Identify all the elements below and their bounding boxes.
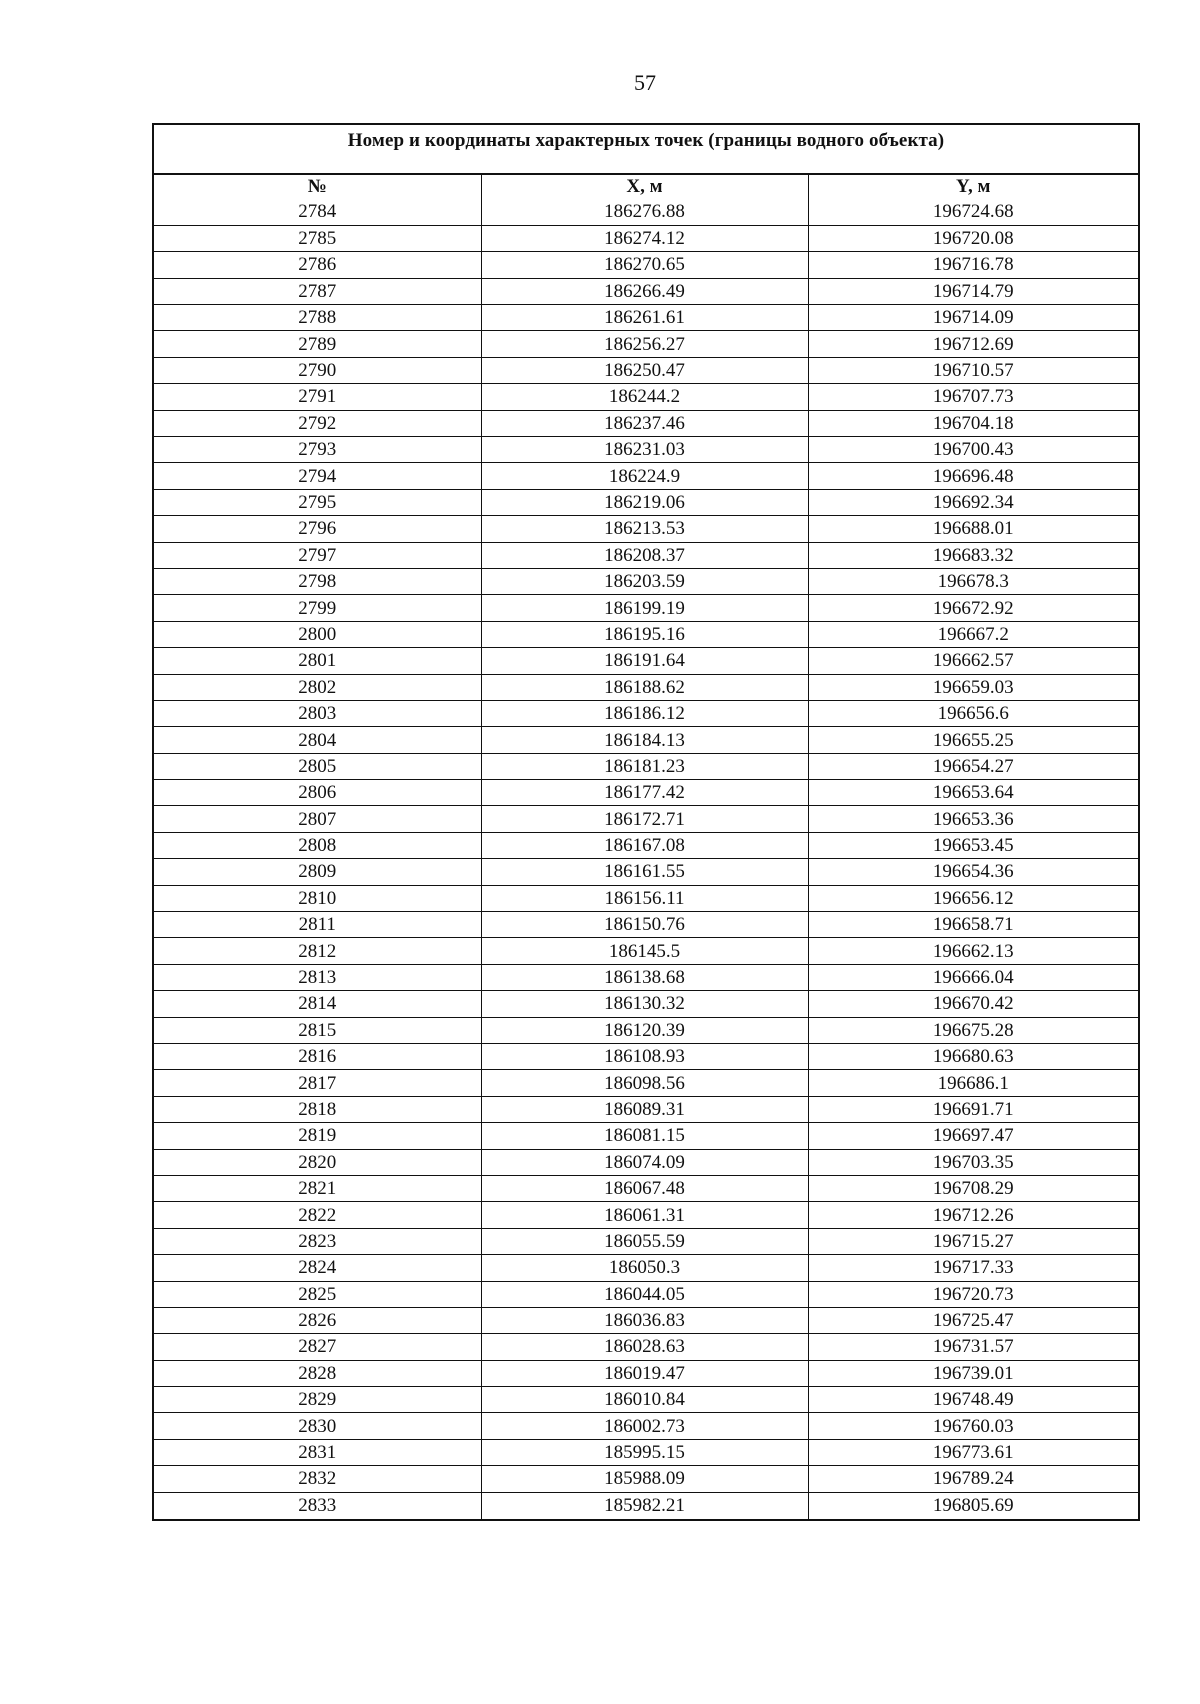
cell-number: 2815 (154, 1017, 481, 1043)
cell-number: 2798 (154, 568, 481, 594)
cell-y: 196805.69 (808, 1492, 1138, 1518)
table-row (154, 1017, 1138, 1043)
cell-number: 2828 (154, 1360, 481, 1386)
cell-number: 2792 (154, 410, 481, 436)
cell-y: 196662.57 (808, 648, 1138, 674)
cell-x: 185988.09 (481, 1466, 808, 1492)
table-row (154, 780, 1138, 806)
cell-number: 2825 (154, 1281, 481, 1307)
table-row (154, 225, 1138, 251)
cell-number: 2790 (154, 357, 481, 383)
cell-y: 196691.71 (808, 1096, 1138, 1122)
table-row (154, 357, 1138, 383)
cell-number: 2793 (154, 437, 481, 463)
cell-number: 2816 (154, 1044, 481, 1070)
cell-x: 186150.76 (481, 912, 808, 938)
cell-y: 196655.25 (808, 727, 1138, 753)
cell-x: 186138.68 (481, 964, 808, 990)
cell-x: 186266.49 (481, 278, 808, 304)
cell-y: 196653.64 (808, 780, 1138, 806)
cell-y: 196789.24 (808, 1466, 1138, 1492)
cell-y: 196739.01 (808, 1360, 1138, 1386)
table-row (154, 1360, 1138, 1386)
cell-y: 196731.57 (808, 1334, 1138, 1360)
cell-number: 2787 (154, 278, 481, 304)
cell-y: 196692.34 (808, 489, 1138, 515)
table-row (154, 1439, 1138, 1465)
cell-y: 196748.49 (808, 1387, 1138, 1413)
cell-number: 2808 (154, 832, 481, 858)
cell-x: 186250.47 (481, 357, 808, 383)
cell-y: 196712.69 (808, 331, 1138, 357)
header-y: Y, м (808, 175, 1138, 199)
cell-x: 186188.62 (481, 674, 808, 700)
cell-x: 186270.65 (481, 252, 808, 278)
cell-y: 196666.04 (808, 964, 1138, 990)
table-row (154, 1281, 1138, 1307)
cell-y: 196653.45 (808, 832, 1138, 858)
table-header-row (154, 175, 1138, 199)
table-row (154, 1123, 1138, 1149)
table-row (154, 1466, 1138, 1492)
cell-y: 196680.63 (808, 1044, 1138, 1070)
cell-x: 186050.3 (481, 1255, 808, 1281)
cell-y: 196714.79 (808, 278, 1138, 304)
cell-x: 186199.19 (481, 595, 808, 621)
table-row (154, 1255, 1138, 1281)
table-row (154, 859, 1138, 885)
cell-x: 186161.55 (481, 859, 808, 885)
cell-x: 186055.59 (481, 1228, 808, 1254)
table-row (154, 516, 1138, 542)
cell-number: 2826 (154, 1307, 481, 1333)
cell-number: 2812 (154, 938, 481, 964)
cell-y: 196720.08 (808, 225, 1138, 251)
cell-y: 196672.92 (808, 595, 1138, 621)
cell-y: 196773.61 (808, 1439, 1138, 1465)
cell-number: 2822 (154, 1202, 481, 1228)
cell-number: 2829 (154, 1387, 481, 1413)
cell-x: 186208.37 (481, 542, 808, 568)
table-row (154, 938, 1138, 964)
table-row (154, 1070, 1138, 1096)
cell-x: 186019.47 (481, 1360, 808, 1386)
cell-number: 2820 (154, 1149, 481, 1175)
table-row (154, 595, 1138, 621)
cell-number: 2823 (154, 1228, 481, 1254)
cell-number: 2805 (154, 753, 481, 779)
cell-number: 2813 (154, 964, 481, 990)
table-row (154, 489, 1138, 515)
header-number: № (154, 175, 481, 199)
table-row (154, 991, 1138, 1017)
cell-number: 2809 (154, 859, 481, 885)
cell-number: 2806 (154, 780, 481, 806)
cell-y: 196678.3 (808, 568, 1138, 594)
cell-y: 196714.09 (808, 305, 1138, 331)
cell-x: 186213.53 (481, 516, 808, 542)
cell-x: 186089.31 (481, 1096, 808, 1122)
table-row (154, 1149, 1138, 1175)
cell-x: 186274.12 (481, 225, 808, 251)
cell-y: 196667.2 (808, 621, 1138, 647)
table-row (154, 1202, 1138, 1228)
cell-number: 2803 (154, 700, 481, 726)
table-row (154, 1387, 1138, 1413)
cell-y: 196760.03 (808, 1413, 1138, 1439)
cell-x: 186044.05 (481, 1281, 808, 1307)
table-row (154, 199, 1138, 225)
cell-y: 196716.78 (808, 252, 1138, 278)
table-row (154, 252, 1138, 278)
cell-number: 2811 (154, 912, 481, 938)
table-row (154, 278, 1138, 304)
table-row (154, 1096, 1138, 1122)
cell-number: 2810 (154, 885, 481, 911)
table-row (154, 463, 1138, 489)
cell-number: 2831 (154, 1439, 481, 1465)
cell-number: 2799 (154, 595, 481, 621)
cell-x: 186276.88 (481, 199, 808, 225)
cell-number: 2789 (154, 331, 481, 357)
cell-y: 196697.47 (808, 1123, 1138, 1149)
cell-y: 196675.28 (808, 1017, 1138, 1043)
cell-x: 186177.42 (481, 780, 808, 806)
table-body (154, 199, 1138, 1519)
table-row (154, 806, 1138, 832)
cell-y: 196688.01 (808, 516, 1138, 542)
cell-x: 186145.5 (481, 938, 808, 964)
cell-x: 186237.46 (481, 410, 808, 436)
cell-x: 186120.39 (481, 1017, 808, 1043)
cell-y: 196720.73 (808, 1281, 1138, 1307)
cell-y: 196725.47 (808, 1307, 1138, 1333)
cell-y: 196658.71 (808, 912, 1138, 938)
cell-number: 2830 (154, 1413, 481, 1439)
cell-x: 186167.08 (481, 832, 808, 858)
cell-x: 186219.06 (481, 489, 808, 515)
cell-y: 196654.27 (808, 753, 1138, 779)
cell-x: 186028.63 (481, 1334, 808, 1360)
table-row (154, 753, 1138, 779)
cell-x: 186172.71 (481, 806, 808, 832)
table-row (154, 437, 1138, 463)
cell-x: 186184.13 (481, 727, 808, 753)
cell-x: 186061.31 (481, 1202, 808, 1228)
cell-number: 2818 (154, 1096, 481, 1122)
cell-x: 186002.73 (481, 1413, 808, 1439)
table-row (154, 621, 1138, 647)
coordinates-grid (154, 175, 1138, 1519)
cell-x: 186181.23 (481, 753, 808, 779)
table-row (154, 832, 1138, 858)
cell-x: 186036.83 (481, 1307, 808, 1333)
cell-y: 196696.48 (808, 463, 1138, 489)
cell-y: 196656.6 (808, 700, 1138, 726)
cell-x: 186186.12 (481, 700, 808, 726)
table-row (154, 648, 1138, 674)
cell-x: 186156.11 (481, 885, 808, 911)
cell-y: 196715.27 (808, 1228, 1138, 1254)
table-row (154, 700, 1138, 726)
cell-number: 2796 (154, 516, 481, 542)
cell-x: 186256.27 (481, 331, 808, 357)
cell-y: 196724.68 (808, 199, 1138, 225)
cell-number: 2821 (154, 1175, 481, 1201)
cell-y: 196704.18 (808, 410, 1138, 436)
cell-number: 2794 (154, 463, 481, 489)
cell-x: 186244.2 (481, 384, 808, 410)
cell-y: 196683.32 (808, 542, 1138, 568)
cell-x: 186074.09 (481, 1149, 808, 1175)
cell-x: 186191.64 (481, 648, 808, 674)
cell-number: 2788 (154, 305, 481, 331)
table-row (154, 912, 1138, 938)
table-row (154, 1307, 1138, 1333)
page-number: 57 (634, 70, 656, 95)
cell-y: 196662.13 (808, 938, 1138, 964)
cell-y: 196708.29 (808, 1175, 1138, 1201)
cell-x: 186231.03 (481, 437, 808, 463)
cell-number: 2819 (154, 1123, 481, 1149)
cell-x: 186108.93 (481, 1044, 808, 1070)
cell-number: 2802 (154, 674, 481, 700)
table-title: Номер и координаты характерных точек (границы водного объекта) (154, 125, 1138, 175)
cell-number: 2804 (154, 727, 481, 753)
cell-x: 186224.9 (481, 463, 808, 489)
table-row (154, 568, 1138, 594)
cell-number: 2833 (154, 1492, 481, 1518)
table-row (154, 727, 1138, 753)
table-row (154, 384, 1138, 410)
cell-y: 196712.26 (808, 1202, 1138, 1228)
cell-y: 196707.73 (808, 384, 1138, 410)
table-row (154, 542, 1138, 568)
cell-x: 186067.48 (481, 1175, 808, 1201)
table-row (154, 674, 1138, 700)
cell-y: 196703.35 (808, 1149, 1138, 1175)
cell-x: 185982.21 (481, 1492, 808, 1518)
table-row (154, 305, 1138, 331)
header-x: X, м (481, 175, 808, 199)
table-row (154, 1334, 1138, 1360)
table-row (154, 1228, 1138, 1254)
cell-number: 2795 (154, 489, 481, 515)
cell-y: 196659.03 (808, 674, 1138, 700)
cell-y: 196710.57 (808, 357, 1138, 383)
cell-number: 2785 (154, 225, 481, 251)
cell-number: 2832 (154, 1466, 481, 1492)
cell-x: 186081.15 (481, 1123, 808, 1149)
cell-x: 185995.15 (481, 1439, 808, 1465)
cell-number: 2827 (154, 1334, 481, 1360)
table-row (154, 1492, 1138, 1518)
table-row (154, 964, 1138, 990)
table-row (154, 1044, 1138, 1070)
table-row (154, 410, 1138, 436)
cell-number: 2817 (154, 1070, 481, 1096)
cell-number: 2786 (154, 252, 481, 278)
cell-number: 2800 (154, 621, 481, 647)
cell-y: 196654.36 (808, 859, 1138, 885)
table-row (154, 1413, 1138, 1439)
cell-y: 196653.36 (808, 806, 1138, 832)
cell-number: 2797 (154, 542, 481, 568)
cell-y: 196686.1 (808, 1070, 1138, 1096)
cell-x: 186195.16 (481, 621, 808, 647)
cell-number: 2791 (154, 384, 481, 410)
cell-number: 2801 (154, 648, 481, 674)
cell-x: 186261.61 (481, 305, 808, 331)
cell-x: 186130.32 (481, 991, 808, 1017)
table-row (154, 885, 1138, 911)
cell-x: 186098.56 (481, 1070, 808, 1096)
table-row (154, 1175, 1138, 1201)
cell-number: 2807 (154, 806, 481, 832)
table-row (154, 331, 1138, 357)
cell-y: 196670.42 (808, 991, 1138, 1017)
cell-x: 186010.84 (481, 1387, 808, 1413)
coordinates-table (152, 123, 1140, 1521)
cell-x: 186203.59 (481, 568, 808, 594)
cell-number: 2784 (154, 199, 481, 225)
cell-y: 196656.12 (808, 885, 1138, 911)
cell-y: 196717.33 (808, 1255, 1138, 1281)
cell-number: 2814 (154, 991, 481, 1017)
cell-y: 196700.43 (808, 437, 1138, 463)
cell-number: 2824 (154, 1255, 481, 1281)
